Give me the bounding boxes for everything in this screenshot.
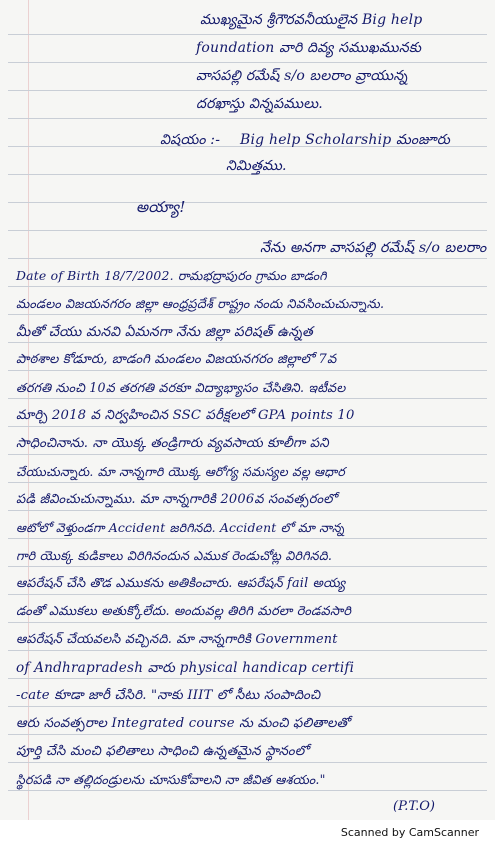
body-line-1: నేను అనగా వాసపల్లి రమేష్ s/o బలరాం [260,240,487,256]
body-line-11: ఆటోలో వెళ్తుండగా Accident జరిగినది. Accident లో మా నాన్న [16,520,345,535]
body-line-3: మండలం విజయనగరం జిల్లా ఆంధ్రప్రదేశ్ రాష్ట్రం నందు నివసించుచున్నాను. [16,296,385,311]
ruled-line [8,706,487,707]
ruled-line [8,426,487,427]
body-line-10: పడి జీవించుచున్నాము. మా నాన్నగారికి 2006వ సంవత్సరంలో [16,492,337,507]
body-line-7: మార్చి 2018 వ నిర్వహించిన SSC పరీక్షలలో GPA points 10 [16,408,355,423]
body-line-14: డంతో ఎముకలు అతుక్కోలేదు. అందువల్ల తిరిగి మరలా రెండవసారి [16,604,352,619]
body-line-16: of Andhrapradesh వారు physical handicap certifi [16,660,355,676]
body-line-13: ఆపరేషన్ చేసి తొడ ఎముకను అతికించారు. ఆపరేషన్ fail అయ్య [16,576,346,591]
body-line-15: ఆపరేషన్ చేయవలసి వచ్చినది. మా నాన్నగారికి Government [16,632,338,647]
ruled-line [8,202,487,203]
ruled-line [8,286,487,287]
body-line-6: తరగతి నుంచి 10వ తరగతి వరకూ విద్యాభ్యాసం చేసితిని. ఇటీవల [16,380,346,395]
scanner-watermark: Scanned by CamScanner [340,826,479,839]
ruled-line [8,482,487,483]
body-line-8: సాధించినాను. నా యొక్క తండ్రిగారు వ్యవసాయ కూలీగా పని [16,436,329,451]
ruled-line [8,230,487,231]
address-line-4: దరఖాస్తు విన్నపములు. [196,96,323,112]
ruled-line [8,622,487,623]
body-line-19: పూర్తి చేసి మంచి ఫలితాలు సాధించి ఉన్నతమైన స్థానంలో [16,744,309,759]
ruled-line [8,594,487,595]
ruled-line [8,62,487,63]
ruled-line [8,538,487,539]
address-line-2: foundation వారి దివ్య సముఖమునకు [196,40,422,56]
ruled-line [8,34,487,35]
body-line-12: గారి యొక్క కుడికాలు విరిగినందున ఎముక రెండుచోట్ల విరిగినది. [16,548,333,563]
ruled-line [8,510,487,511]
body-line-9: చేయుచున్నారు. మా నాన్నగారి యొక్క ఆరోగ్య సమస్యల వల్ల ఆధార [16,464,345,479]
address-line-1: ముఖ్యమైన శ్రీగౌరవనీయులైన Big help [200,12,423,28]
body-line-17: -cate కూడా జారీ చేసిరి. "నాకు IIIT లో సీటు సంపాదించి [16,688,321,703]
ruled-line [8,370,487,371]
body-line-4: మీతో చేయు మనవి ఏమనగా నేను జిల్లా పరిషత్ ఉన్నత [16,324,313,340]
body-line-20: స్థిరపడి నా తల్లిదండ్రులను చూసుకోవాలని నా జీవిత ఆశయం." [16,772,326,787]
ruled-line [8,762,487,763]
ruled-line [8,118,487,119]
salutation: అయ్యా! [136,198,186,216]
subject-line-1: Big help Scholarship మంజూరు [240,132,451,148]
ruled-line [8,734,487,735]
subject-label: విషయం :- [160,132,221,148]
ruled-line [8,90,487,91]
address-line-3: వాసపల్లి రమేష్ s/o బలరాం వ్రాయున్న [196,68,408,84]
body-line-2: Date of Birth 18/7/2002. రామభద్రాపురం గ్రామం బాడంగి [16,268,327,283]
ruled-line [8,650,487,651]
pto-note: (P.T.O) [393,799,435,814]
ruled-line [8,454,487,455]
body-line-18: ఆరు సంవత్సరాల Integrated course ను మంచి ఫలితాలతో [16,716,350,731]
subject-line-2: నిమిత్తము. [226,158,287,174]
body-line-5: పాఠశాల కోడూరు, బాడంగి మండలం విజయనగరం జిల్లాలో 7వ [16,352,337,367]
